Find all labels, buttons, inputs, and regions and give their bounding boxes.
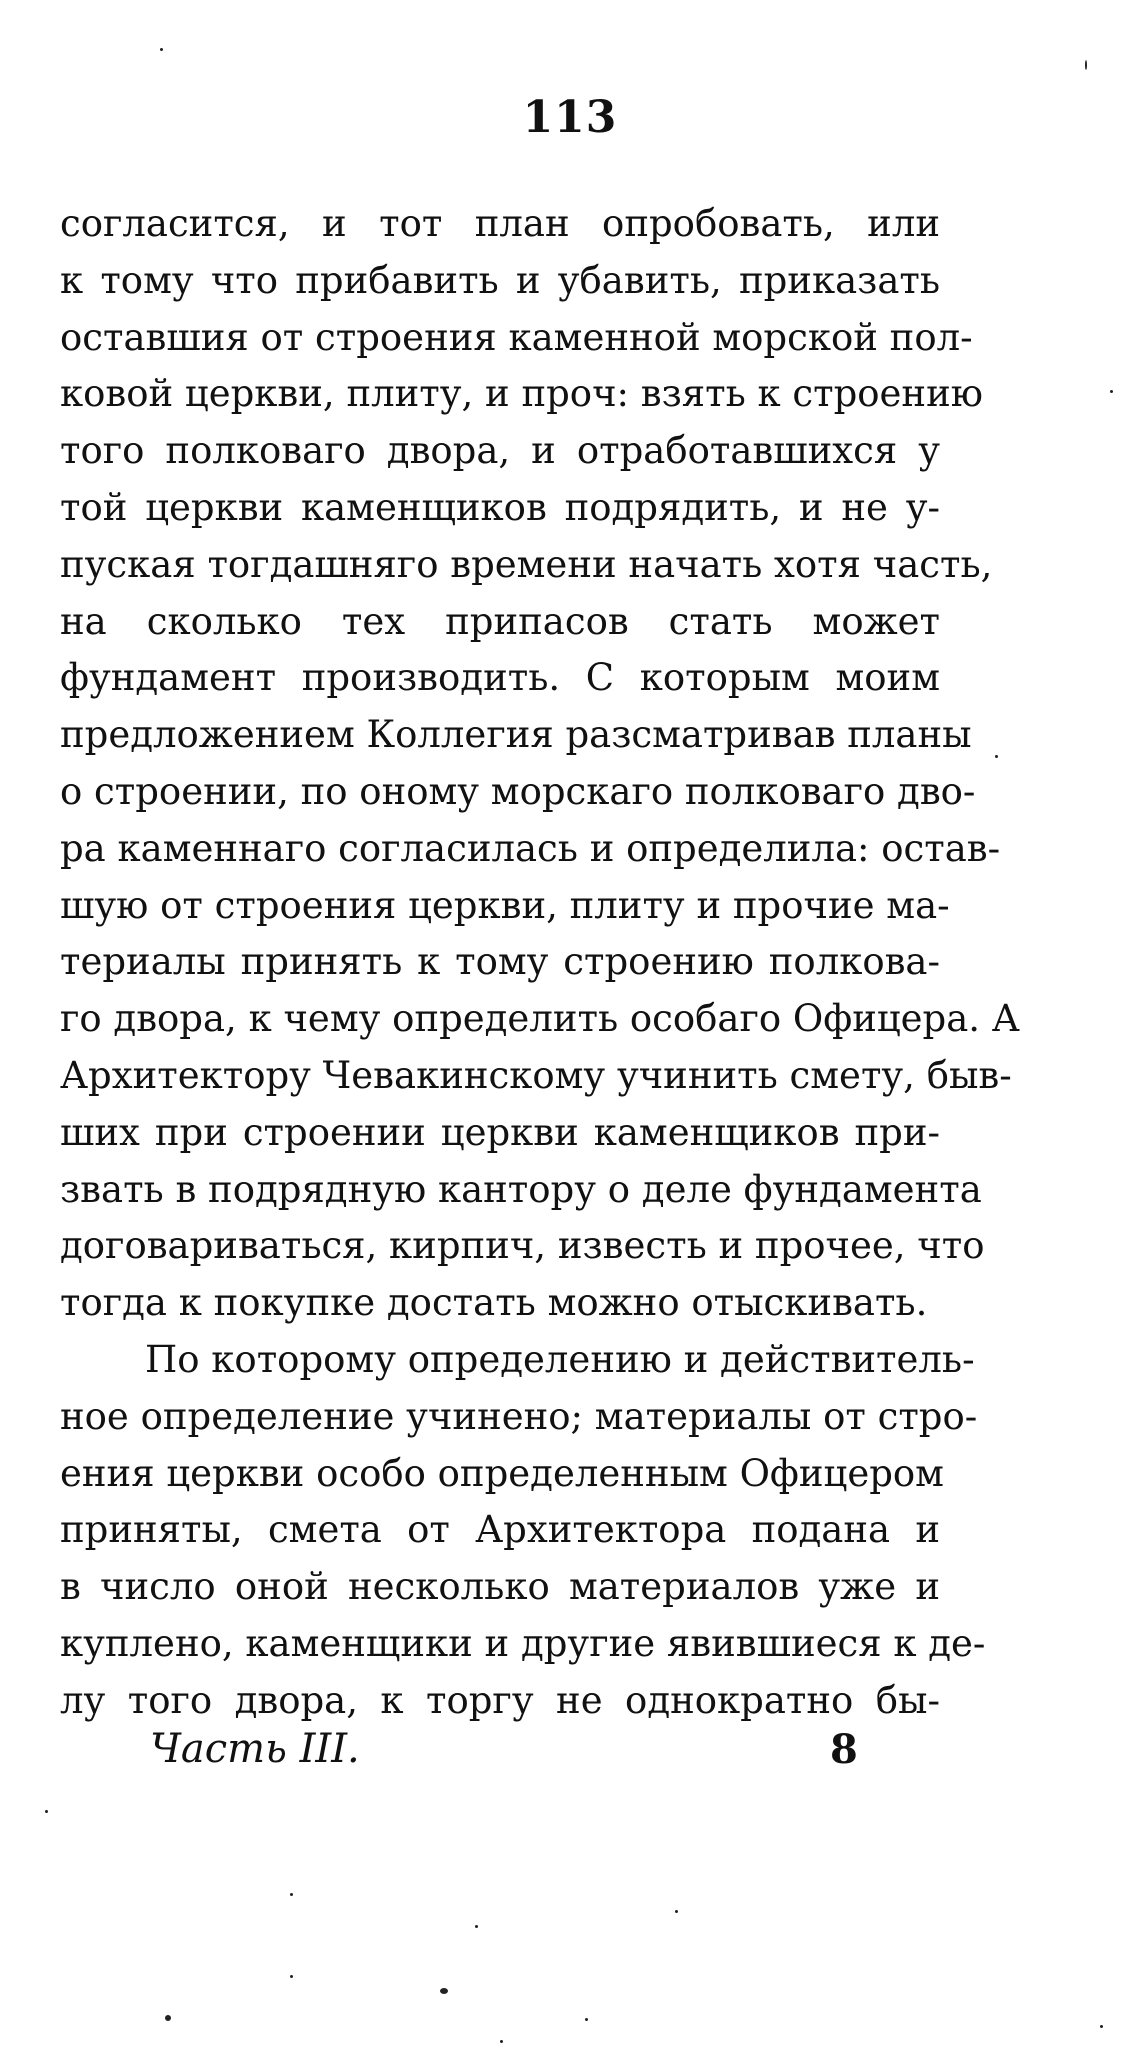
scan-speck — [290, 1893, 293, 1896]
scan-speck — [585, 2018, 588, 2021]
text-line: приняты, смета от Архитектора подана и — [60, 1508, 940, 1552]
text-line: оставшия от строения каменной морской пол- — [60, 315, 973, 359]
text-line: к тому что прибавить и убавить, приказать — [60, 258, 940, 302]
scan-speck — [475, 1925, 478, 1928]
scan-speck — [440, 1988, 448, 1994]
text-line: лу того двора, к торгу не однократно бы- — [60, 1678, 940, 1722]
signature-mark: 8 — [830, 1726, 858, 1773]
text-line: тогда к покупке достать можно отыскивать. — [60, 1281, 928, 1325]
text-line: о строении, по оному морскаго полковаго дво- — [60, 769, 976, 813]
text-line: на сколько тех припасов стать может — [60, 599, 940, 643]
text-line: договариваться, кирпич, известь и прочее, что — [60, 1224, 985, 1268]
text-line: териалы принять к тому строению полкова- — [60, 940, 940, 984]
text-line: предложением Коллегия разсматривав планы — [60, 713, 972, 757]
text-line: той церкви каменщиков подрядить, и не у- — [60, 485, 940, 529]
body-text — [60, 196, 1020, 1730]
text-line: шую от строения церкви, плиту и прочие ма- — [60, 883, 950, 927]
scan-speck — [500, 2040, 503, 2043]
scan-speck — [995, 755, 998, 758]
scan-speck — [1100, 2025, 1103, 2028]
scan-speck — [290, 1975, 293, 1978]
text-line: ения церкви особо определенным Офицером — [60, 1451, 944, 1495]
text-line: в число оной несколько материалов уже и — [60, 1565, 940, 1609]
text-line: того полковаго двора, и отработавшихся у — [60, 429, 940, 473]
scan-speck — [1110, 390, 1113, 393]
scan-speck — [160, 48, 163, 51]
scan-speck — [45, 1810, 48, 1813]
scan-speck — [675, 1910, 678, 1913]
text-line: ное определение учинено; материалы от стро- — [60, 1394, 978, 1438]
text-line: ра каменнаго согласилась и определила: остав- — [60, 826, 1001, 870]
text-line: согласится, и тот план опробовать, или — [60, 202, 940, 245]
text-line: пуская тогдашняго времени начать хотя часть, — [60, 542, 993, 586]
page-number: 113 — [522, 92, 618, 143]
text-line: куплено, каменщики и другие явившиеся к де- — [60, 1621, 986, 1665]
part-label: Часть III. — [150, 1726, 360, 1772]
text-line: го двора, к чему определить особаго Офицера. А — [60, 997, 1020, 1041]
text-line: звать в подрядную кантору о деле фундамента — [60, 1167, 982, 1211]
text-line: фундамент производить. С которым моим — [60, 656, 940, 700]
paragraph-start-line: По которому определению и действитель- — [145, 1337, 975, 1381]
scan-speck — [1085, 60, 1087, 70]
page-footer — [150, 1726, 858, 1786]
scan-speck — [165, 2015, 171, 2021]
text-line: ковой церкви, плиту, и проч: взять к строению — [60, 372, 983, 416]
text-line: ших при строении церкви каменщиков при- — [60, 1110, 940, 1154]
text-line: Архитектору Чевакинскому учинить смету, быв- — [60, 1053, 1012, 1097]
